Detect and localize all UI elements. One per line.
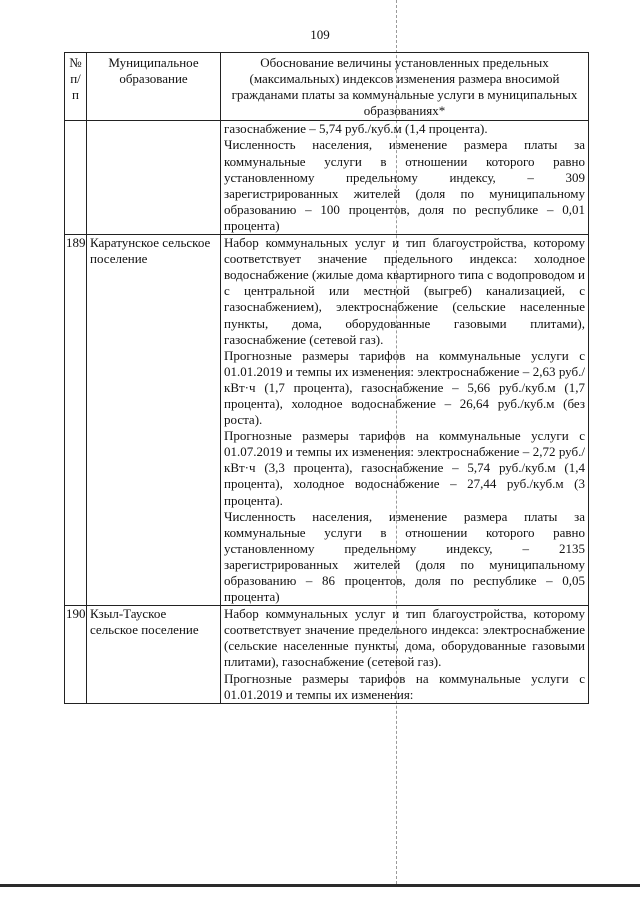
row-municipality: Кзыл-Тауское сельское поселение (87, 606, 221, 704)
row-number (65, 121, 87, 235)
row-justification (221, 235, 589, 606)
scan-bottom-edge (0, 884, 640, 887)
table-row (65, 606, 589, 704)
header-municipality: Муниципальное образование (87, 53, 221, 121)
header-number: № п/п (65, 53, 87, 121)
table-row (65, 235, 589, 606)
header-justification: Обоснование величины установленных предельных (максимальных) индексов изменения размера вносимой гражданами платы за коммунальные услуги в муниципальных образованиях* (221, 53, 589, 121)
justification-paragraph: Набор коммунальных услуг и тип благоустройства, которому соответствует значение предельного индекса: холодное водоснабжение (жилые дома квартирного типа с водопроводом и с центральной или местной (выгреб) канализацией, с газоснабжением), электроснабжение (сельские населенные пункты, дома, оборудованные газовыми плитами), газоснабжение (сетевой газ). (224, 235, 585, 347)
justification-paragraph: Прогнозные размеры тарифов на коммунальные услуги с 01.01.2019 и темпы их изменения: (224, 670, 585, 702)
table-header-row (65, 53, 589, 121)
justification-paragraph: Прогнозные размеры тарифов на коммунальные услуги с 01.01.2019 и темпы их изменения: электроснабжение – 2,63 руб./кВт·ч (1,7 процента), газоснабжение – 5,66 руб./куб.м (1,7 процента), холодное водоснабжение – 26,64 руб./куб.м (без роста). (224, 347, 585, 428)
row-number: 190 (65, 606, 87, 704)
row-number: 189 (65, 235, 87, 606)
justification-paragraph: Численность населения, изменение размера платы за коммунальные услуги в отношении которого равно установленному предельному индексу, – 309 зарегистрированных жителей (доля по муниципальному образованию – 100 процентов, доля по республике – 0,01 процента) (224, 137, 585, 233)
row-municipality (87, 121, 221, 235)
row-justification (221, 121, 589, 235)
page-number: 109 (310, 27, 330, 42)
justification-paragraph: газоснабжение – 5,74 руб./куб.м (1,4 процента). (224, 121, 488, 137)
row-justification (221, 606, 589, 704)
table-row (65, 121, 589, 235)
row-municipality: Каратунское сельское поселение (87, 235, 221, 606)
justification-paragraph: Набор коммунальных услуг и тип благоустройства, которому соответствует значение предельного индекса: электроснабжение (сельские населенные пункты, дома, оборудованные газовыми плитами), газоснабжение (сетевой газ). (224, 606, 585, 670)
justification-paragraph: Прогнозные размеры тарифов на коммунальные услуги с 01.07.2019 и темпы их изменения: электроснабжение – 2,72 руб./кВт·ч (3,3 процента), газоснабжение – 5,74 руб./куб.м (1,4 процента), холодное водоснабжение – 27,44 руб./куб.м (3 процента). (224, 428, 585, 508)
tariff-index-table (64, 52, 589, 704)
justification-paragraph: Численность населения, изменение размера платы за коммунальные услуги в отношении которого равно установленному предельному индексу, – 2135 зарегистрированных жителей (доля по муниципальному образованию – 86 процентов, доля по республике – 0,05 процента) (224, 508, 585, 605)
